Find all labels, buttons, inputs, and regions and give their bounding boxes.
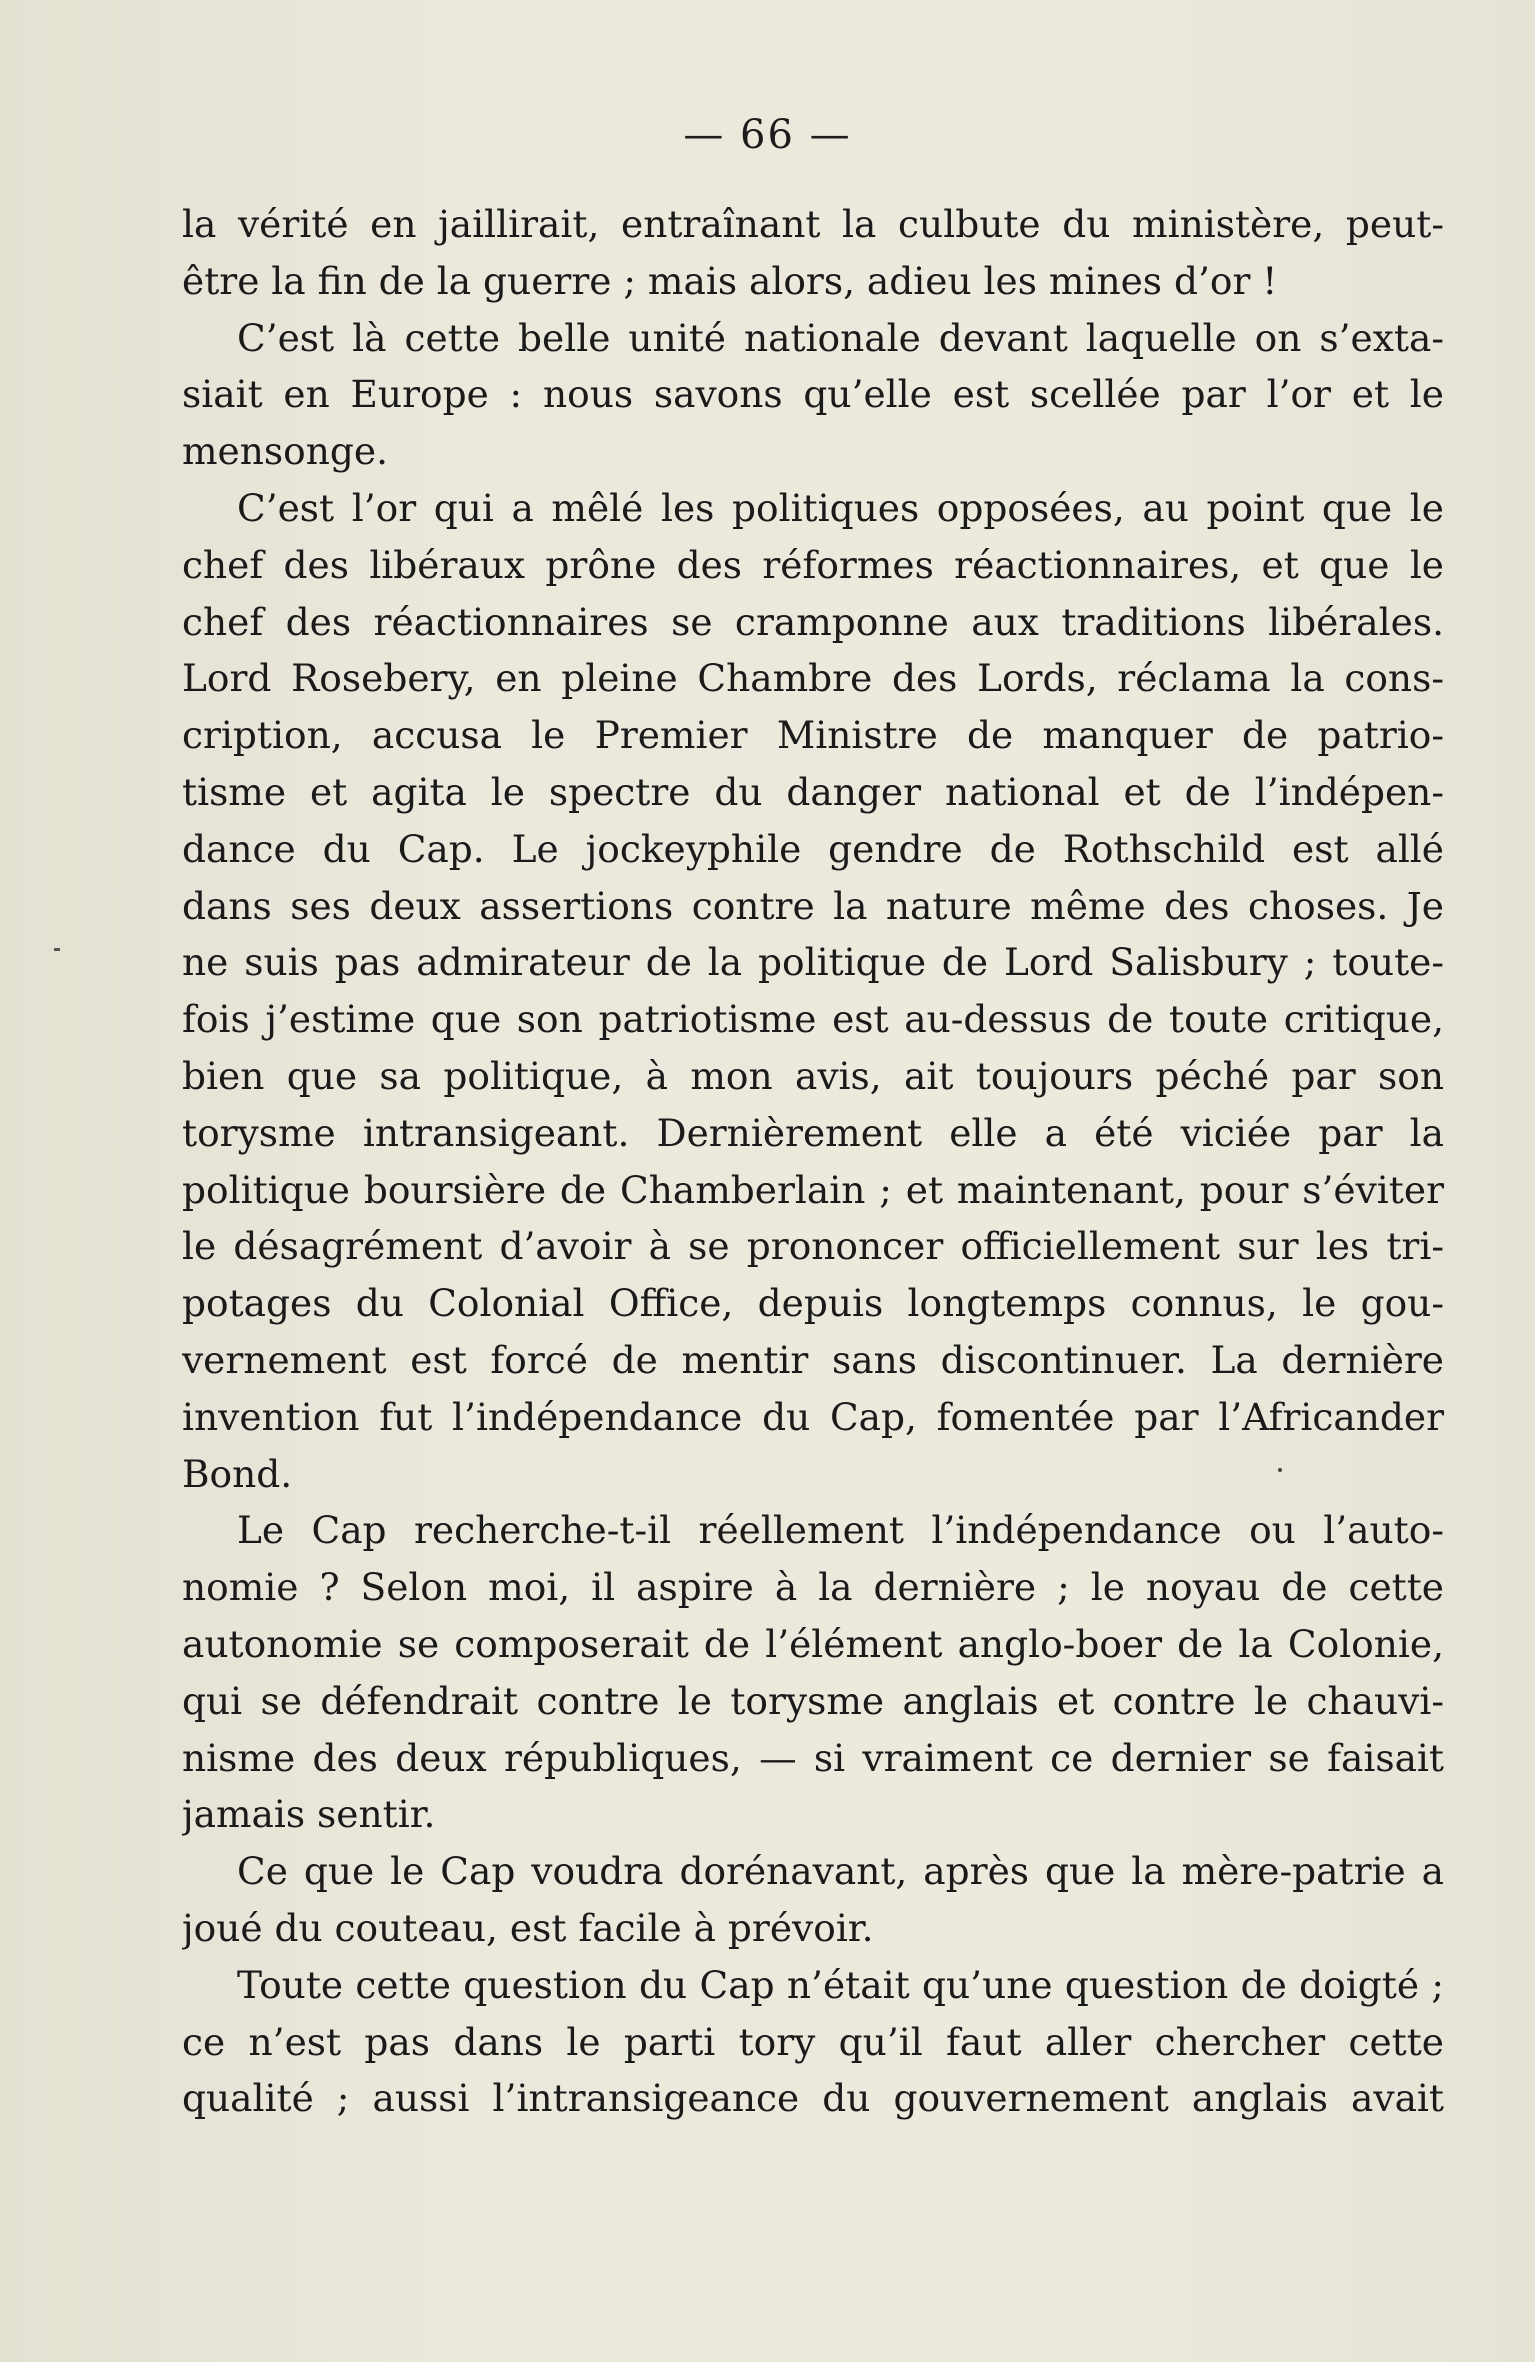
text-line: jamais sentir. <box>182 1792 436 1837</box>
text-line: chef des réactionnaires se cramponne aux traditions libérales. <box>182 599 1444 644</box>
ink-dot <box>1278 1468 1282 1472</box>
text-line: siait en Europe : nous savons qu’elle est scellée par l’or et le <box>182 372 1444 417</box>
text-line: le désagrément d’avoir à se prononcer officiellement sur les tri- <box>182 1224 1444 1269</box>
text-line: tisme et agita le spectre du danger national et de l’indépen- <box>182 769 1444 814</box>
body-text <box>182 196 1444 2127</box>
text-line: Toute cette question du Cap n’était qu’une question de doigté ; <box>237 1962 1444 2007</box>
text-line: chef des libéraux prône des réformes réactionnaires, et que le <box>182 542 1444 587</box>
text-line: ne suis pas admirateur de la politique de Lord Salisbury ; toute- <box>182 940 1444 985</box>
text-line: qualité ; aussi l’intransigeance du gouvernement anglais avait <box>182 2076 1444 2121</box>
text-line: C’est là cette belle unité nationale devant laquelle on s’exta- <box>237 315 1444 360</box>
text-line: autonomie se composerait de l’élément anglo-boer de la Colonie, <box>182 1621 1444 1666</box>
text-line: dans ses deux assertions contre la nature même des choses. Je <box>182 883 1444 928</box>
text-line: être la fin de la guerre ; mais alors, adieu les mines d’or ! <box>182 258 1278 303</box>
text-line: invention fut l’indépendance du Cap, fomentée par l’Africander <box>182 1394 1444 1439</box>
text-line: bien que sa politique, à mon avis, ait toujours péché par son <box>182 1053 1444 1098</box>
text-line: torysme intransigeant. Dernièrement elle a été viciée par la <box>182 1110 1444 1155</box>
text-line: Lord Rosebery, en pleine Chambre des Lords, réclama la cons- <box>182 656 1444 701</box>
text-line: vernement est forcé de mentir sans discontinuer. La dernière <box>182 1337 1444 1382</box>
text-line: potages du Colonial Office, depuis longtemps connus, le gou- <box>182 1281 1444 1326</box>
text-line: nomie ? Selon moi, il aspire à la dernière ; le noyau de cette <box>182 1565 1444 1610</box>
text-line: dance du Cap. Le jockeyphile gendre de Rothschild est allé <box>182 826 1444 871</box>
text-line: nisme des deux républiques, — si vraiment ce dernier se faisait <box>182 1735 1444 1780</box>
text-line: qui se défendrait contre le torysme anglais et contre le chauvi- <box>182 1678 1444 1723</box>
margin-speck <box>54 948 60 951</box>
text-line: Le Cap recherche-t-il réellement l’indépendance ou l’auto- <box>237 1508 1444 1553</box>
text-line: C’est l’or qui a mêlé les politiques opposées, au point que le <box>237 485 1444 530</box>
text-line: mensonge. <box>182 429 388 474</box>
text-line: joué du couteau, est facile à prévoir. <box>182 1905 874 1950</box>
text-line: fois j’estime que son patriotisme est au-dessus de toute critique, <box>182 997 1444 1042</box>
text-line: Ce que le Cap voudra dorénavant, après que la mère-patrie a <box>237 1849 1444 1894</box>
text-line: cription, accusa le Premier Ministre de manquer de patrio- <box>182 713 1444 758</box>
page-number: — 66 — <box>683 112 852 158</box>
text-line: ce n’est pas dans le parti tory qu’il faut aller chercher cette <box>182 2019 1444 2064</box>
text-line: la vérité en jaillirait, entraînant la culbute du ministère, peut- <box>182 202 1444 246</box>
text-line: Bond. <box>182 1451 293 1496</box>
text-line: politique boursière de Chamberlain ; et maintenant, pour s’éviter <box>182 1167 1444 1212</box>
